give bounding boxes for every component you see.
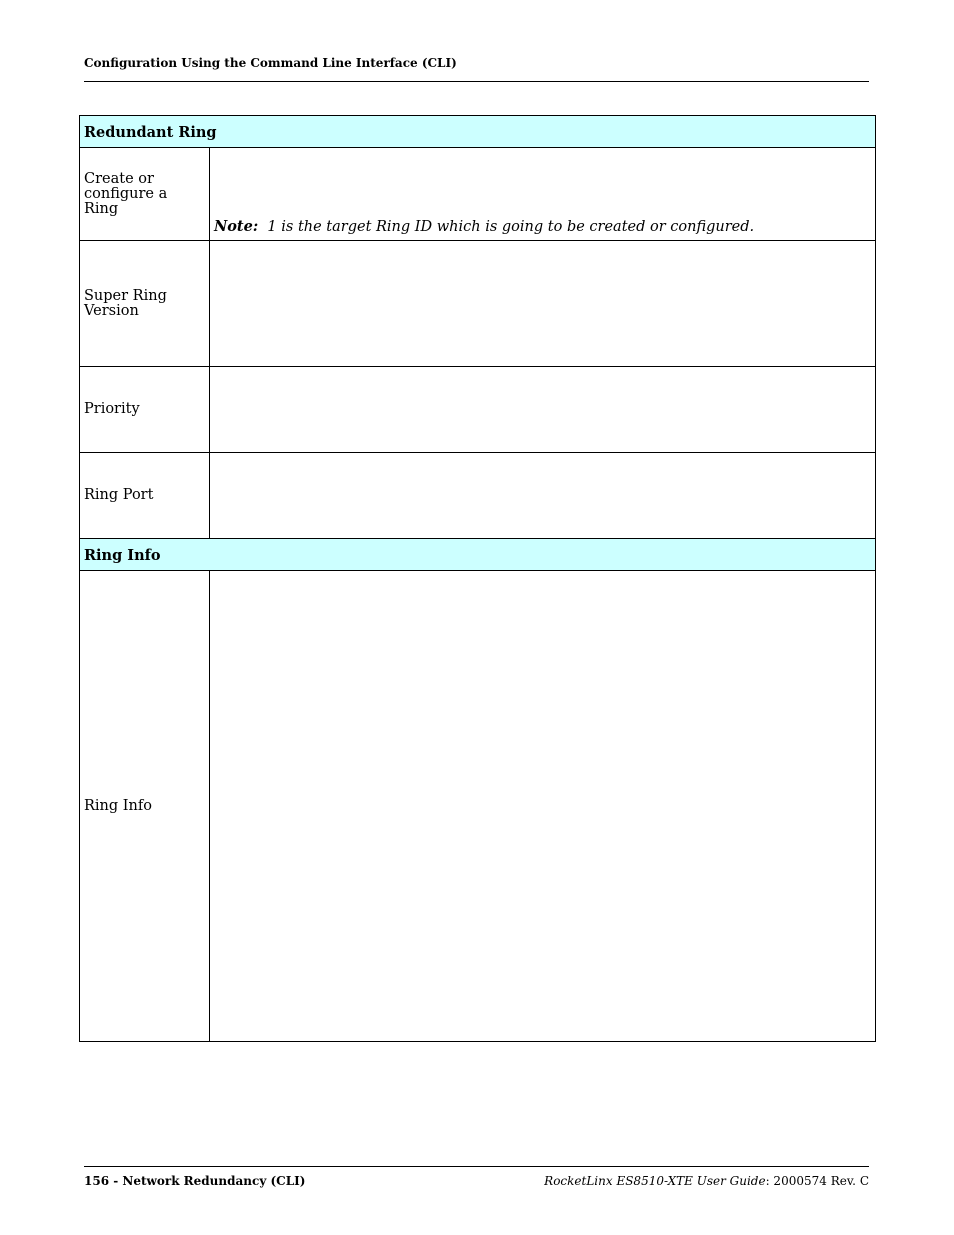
row-description: [210, 571, 876, 1042]
section-header-ring-info: [80, 539, 876, 571]
section-header-redundant-ring: [80, 116, 876, 148]
footer-rule: [84, 1166, 869, 1167]
row-label: Create or configure a Ring: [80, 148, 210, 241]
command-table: [79, 115, 876, 1042]
row-description: [210, 241, 876, 367]
row-description: [210, 367, 876, 453]
table-row-super-ring-version: [80, 241, 876, 367]
footer-doc-revision: : 2000574 Rev. C: [765, 1174, 869, 1188]
row-label: Ring Info: [80, 571, 210, 1042]
table-row-create-ring: [80, 148, 876, 241]
footer-doc-info: [544, 1174, 869, 1188]
running-header: Configuration Using the Command Line Interface (CLI): [84, 56, 457, 70]
note-label: Note:: [214, 218, 259, 235]
row-description: [210, 453, 876, 539]
row-label: Ring Port: [80, 453, 210, 539]
section-title: Ring Info: [80, 539, 876, 571]
row-label: Priority: [80, 367, 210, 453]
note: [214, 218, 871, 240]
row-label: Super Ring Version: [80, 241, 210, 367]
table-row-ring-info: [80, 571, 876, 1042]
footer-page-label: 156 - Network Redundancy (CLI): [84, 1174, 306, 1188]
row-description: [210, 148, 876, 241]
table-row-priority: [80, 367, 876, 453]
note-text: 1 is the target Ring ID which is going to be created or configured.: [267, 219, 755, 235]
section-title: Redundant Ring: [80, 116, 876, 148]
footer-doc-title: RocketLinx ES8510-XTE User Guide: [544, 1174, 766, 1188]
header-rule: [84, 81, 869, 82]
table-row-ring-port: [80, 453, 876, 539]
